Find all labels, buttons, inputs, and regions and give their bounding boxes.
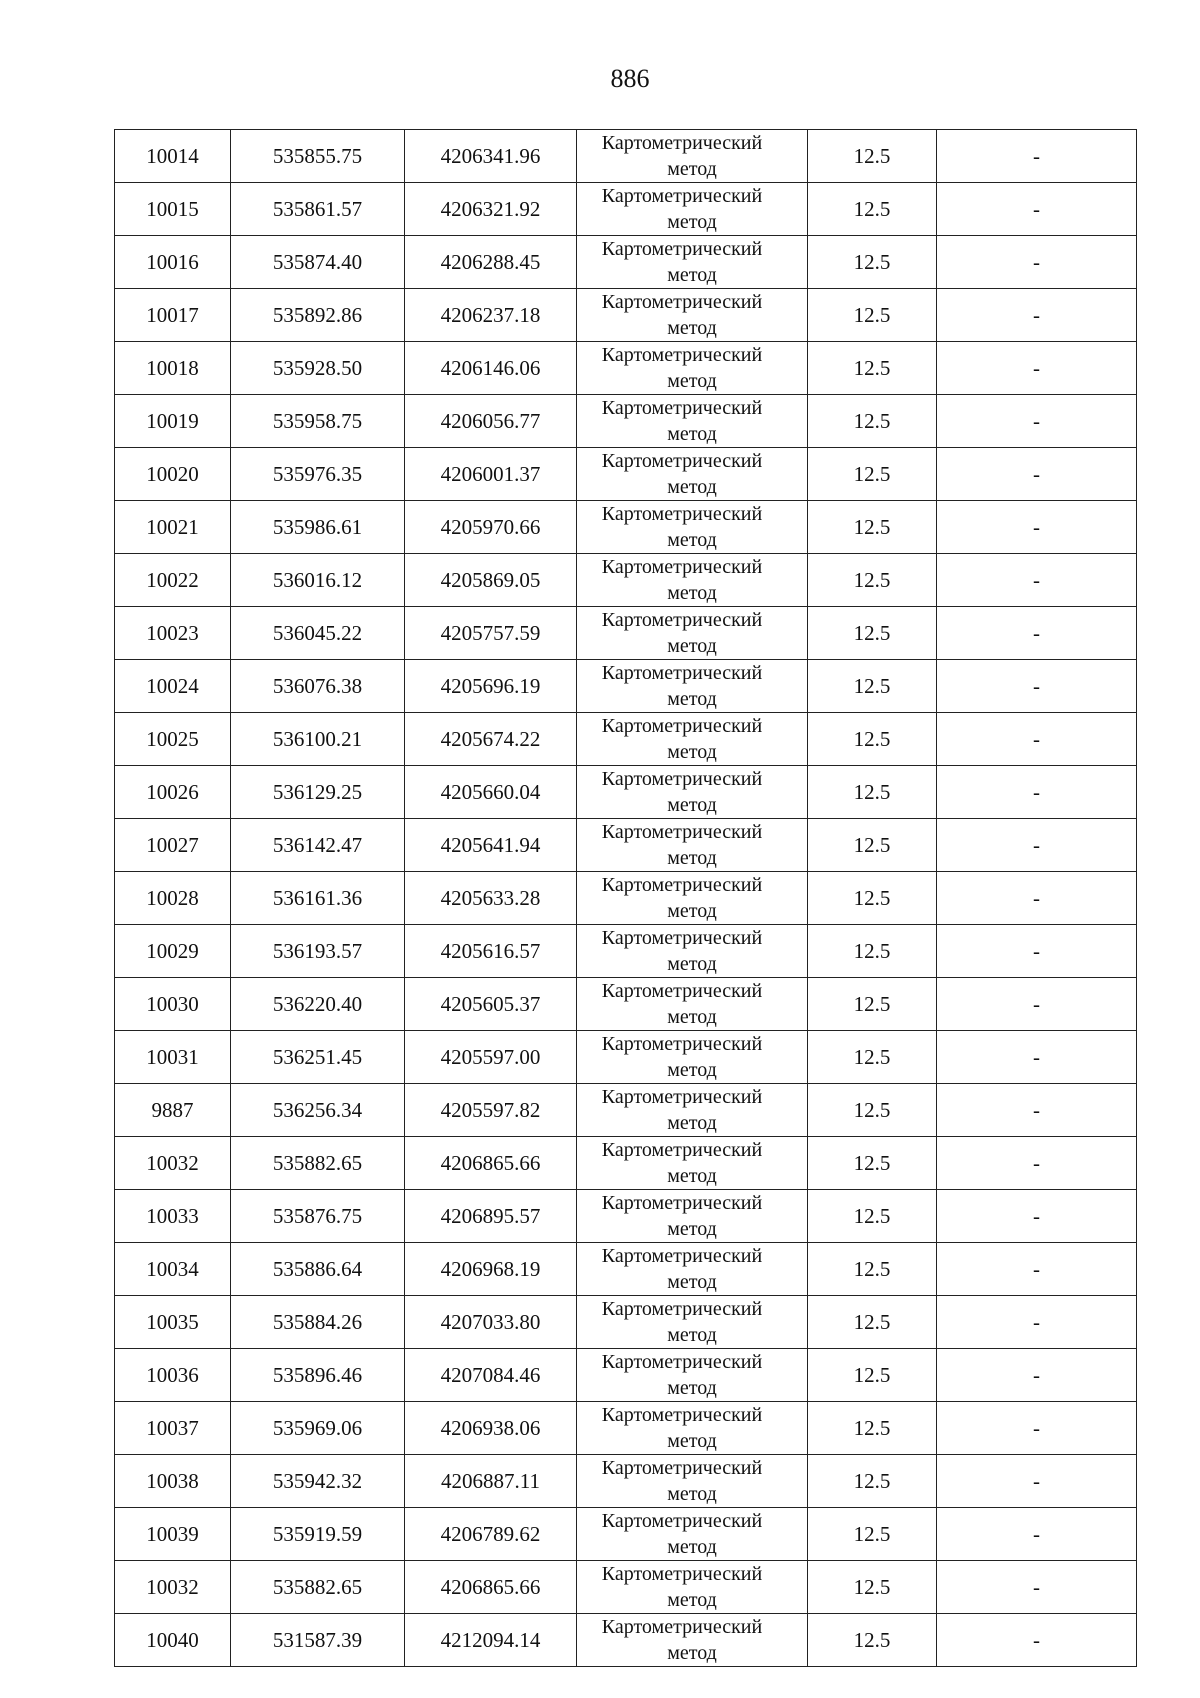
method-line-1: Картометрический (601, 1457, 763, 1479)
point-id-cell: 10027 (115, 819, 231, 872)
y-coordinate-cell: 4206968.19 (405, 1243, 577, 1296)
x-coordinate-cell: 535886.64 (231, 1243, 405, 1296)
method-cell (577, 448, 808, 501)
method-line-1: Картометрический (601, 1563, 763, 1585)
y-coordinate-cell: 4206865.66 (405, 1137, 577, 1190)
x-coordinate-cell: 531587.39 (231, 1614, 405, 1667)
point-id-cell: 10036 (115, 1349, 231, 1402)
table-row (115, 130, 1137, 183)
x-coordinate-cell: 536256.34 (231, 1084, 405, 1137)
y-coordinate-cell: 4205674.22 (405, 713, 577, 766)
point-id-cell: 10018 (115, 342, 231, 395)
accuracy-cell: 12.5 (808, 1561, 937, 1614)
x-coordinate-cell: 536161.36 (231, 872, 405, 925)
note-cell: - (937, 1508, 1137, 1561)
point-id-cell: 10040 (115, 1614, 231, 1667)
method-line-1: Картометрический (601, 1086, 763, 1108)
table-row (115, 1137, 1137, 1190)
method-line-1: Картометрический (601, 503, 763, 525)
table-body (115, 130, 1137, 1667)
table-row (115, 978, 1137, 1031)
accuracy-cell: 12.5 (808, 1349, 937, 1402)
x-coordinate-cell: 536016.12 (231, 554, 405, 607)
method-line-2: метод (667, 1059, 717, 1081)
note-cell: - (937, 1084, 1137, 1137)
method-line-1: Картометрический (601, 132, 763, 154)
method-cell (577, 1137, 808, 1190)
accuracy-cell: 12.5 (808, 1402, 937, 1455)
point-id-cell: 10031 (115, 1031, 231, 1084)
note-cell: - (937, 660, 1137, 713)
point-id-cell: 10026 (115, 766, 231, 819)
method-cell (577, 1349, 808, 1402)
x-coordinate-cell: 535969.06 (231, 1402, 405, 1455)
method-line-1: Картометрический (601, 238, 763, 260)
table-row (115, 1349, 1137, 1402)
point-id-cell: 10024 (115, 660, 231, 713)
point-id-cell: 10032 (115, 1561, 231, 1614)
method-cell (577, 1508, 808, 1561)
method-line-2: метод (667, 529, 717, 551)
method-line-1: Картометрический (601, 980, 763, 1002)
method-line-2: метод (667, 900, 717, 922)
method-line-1: Картометрический (601, 397, 763, 419)
table-row (115, 819, 1137, 872)
y-coordinate-cell: 4206001.37 (405, 448, 577, 501)
method-line-1: Картометрический (601, 450, 763, 472)
x-coordinate-cell: 535892.86 (231, 289, 405, 342)
x-coordinate-cell: 535976.35 (231, 448, 405, 501)
method-line-2: метод (667, 1271, 717, 1293)
accuracy-cell: 12.5 (808, 925, 937, 978)
table-row (115, 1508, 1137, 1561)
method-line-2: метод (667, 1377, 717, 1399)
x-coordinate-cell: 536142.47 (231, 819, 405, 872)
method-line-2: метод (667, 794, 717, 816)
accuracy-cell: 12.5 (808, 1084, 937, 1137)
table-row (115, 501, 1137, 554)
y-coordinate-cell: 4206789.62 (405, 1508, 577, 1561)
method-line-2: метод (667, 158, 717, 180)
accuracy-cell: 12.5 (808, 1190, 937, 1243)
accuracy-cell: 12.5 (808, 130, 937, 183)
table-row (115, 1190, 1137, 1243)
point-id-cell: 10030 (115, 978, 231, 1031)
x-coordinate-cell: 536076.38 (231, 660, 405, 713)
note-cell: - (937, 978, 1137, 1031)
method-line-2: метод (667, 635, 717, 657)
method-line-1: Картометрический (601, 1033, 763, 1055)
y-coordinate-cell: 4206321.92 (405, 183, 577, 236)
point-id-cell: 10038 (115, 1455, 231, 1508)
accuracy-cell: 12.5 (808, 872, 937, 925)
note-cell: - (937, 819, 1137, 872)
note-cell: - (937, 872, 1137, 925)
method-line-1: Картометрический (601, 344, 763, 366)
note-cell: - (937, 713, 1137, 766)
table-row (115, 236, 1137, 289)
method-line-1: Картометрический (601, 556, 763, 578)
note-cell: - (937, 554, 1137, 607)
method-line-1: Картометрический (601, 927, 763, 949)
y-coordinate-cell: 4206938.06 (405, 1402, 577, 1455)
table-row (115, 395, 1137, 448)
accuracy-cell: 12.5 (808, 183, 937, 236)
point-id-cell: 10037 (115, 1402, 231, 1455)
method-line-1: Картометрический (601, 291, 763, 313)
method-cell (577, 236, 808, 289)
table-row (115, 766, 1137, 819)
table-row (115, 289, 1137, 342)
note-cell: - (937, 766, 1137, 819)
table-row (115, 448, 1137, 501)
accuracy-cell: 12.5 (808, 766, 937, 819)
table-row (115, 1296, 1137, 1349)
x-coordinate-cell: 535928.50 (231, 342, 405, 395)
note-cell: - (937, 1296, 1137, 1349)
note-cell: - (937, 448, 1137, 501)
point-id-cell: 10021 (115, 501, 231, 554)
accuracy-cell: 12.5 (808, 1296, 937, 1349)
y-coordinate-cell: 4205757.59 (405, 607, 577, 660)
accuracy-cell: 12.5 (808, 1614, 937, 1667)
x-coordinate-cell: 535986.61 (231, 501, 405, 554)
y-coordinate-cell: 4206895.57 (405, 1190, 577, 1243)
note-cell: - (937, 1402, 1137, 1455)
x-coordinate-cell: 536220.40 (231, 978, 405, 1031)
method-line-2: метод (667, 953, 717, 975)
x-coordinate-cell: 535882.65 (231, 1137, 405, 1190)
method-line-1: Картометрический (601, 1404, 763, 1426)
method-cell (577, 660, 808, 713)
accuracy-cell: 12.5 (808, 713, 937, 766)
method-cell (577, 1455, 808, 1508)
y-coordinate-cell: 4206887.11 (405, 1455, 577, 1508)
table-row (115, 925, 1137, 978)
x-coordinate-cell: 536129.25 (231, 766, 405, 819)
method-line-1: Картометрический (601, 1351, 763, 1373)
accuracy-cell: 12.5 (808, 554, 937, 607)
note-cell: - (937, 130, 1137, 183)
y-coordinate-cell: 4212094.14 (405, 1614, 577, 1667)
method-line-1: Картометрический (601, 821, 763, 843)
method-cell (577, 1402, 808, 1455)
x-coordinate-cell: 536251.45 (231, 1031, 405, 1084)
table-row (115, 1614, 1137, 1667)
method-line-2: метод (667, 370, 717, 392)
table-row (115, 342, 1137, 395)
y-coordinate-cell: 4205597.00 (405, 1031, 577, 1084)
note-cell: - (937, 925, 1137, 978)
method-line-2: метод (667, 1112, 717, 1134)
method-line-1: Картометрический (601, 715, 763, 737)
point-id-cell: 10039 (115, 1508, 231, 1561)
x-coordinate-cell: 535919.59 (231, 1508, 405, 1561)
method-cell (577, 130, 808, 183)
x-coordinate-cell: 536045.22 (231, 607, 405, 660)
y-coordinate-cell: 4207033.80 (405, 1296, 577, 1349)
page-number: 886 (610, 64, 650, 93)
point-id-cell: 10022 (115, 554, 231, 607)
point-id-cell: 10017 (115, 289, 231, 342)
y-coordinate-cell: 4206056.77 (405, 395, 577, 448)
table-row (115, 713, 1137, 766)
method-cell (577, 501, 808, 554)
note-cell: - (937, 1614, 1137, 1667)
note-cell: - (937, 607, 1137, 660)
x-coordinate-cell: 535855.75 (231, 130, 405, 183)
accuracy-cell: 12.5 (808, 236, 937, 289)
note-cell: - (937, 236, 1137, 289)
note-cell: - (937, 1243, 1137, 1296)
method-line-2: метод (667, 1642, 717, 1664)
method-line-1: Картометрический (601, 1139, 763, 1161)
y-coordinate-cell: 4205970.66 (405, 501, 577, 554)
point-id-cell: 10023 (115, 607, 231, 660)
point-id-cell: 10029 (115, 925, 231, 978)
method-cell (577, 554, 808, 607)
y-coordinate-cell: 4205869.05 (405, 554, 577, 607)
point-id-cell: 10014 (115, 130, 231, 183)
method-line-2: метод (667, 582, 717, 604)
point-id-cell: 10032 (115, 1137, 231, 1190)
method-cell (577, 1031, 808, 1084)
note-cell: - (937, 1561, 1137, 1614)
point-id-cell: 10019 (115, 395, 231, 448)
table-row (115, 1455, 1137, 1508)
table-row (115, 1561, 1137, 1614)
x-coordinate-cell: 536193.57 (231, 925, 405, 978)
table-row (115, 1084, 1137, 1137)
note-cell: - (937, 183, 1137, 236)
method-line-2: метод (667, 211, 717, 233)
method-cell (577, 1084, 808, 1137)
method-line-2: метод (667, 1165, 717, 1187)
y-coordinate-cell: 4206341.96 (405, 130, 577, 183)
accuracy-cell: 12.5 (808, 607, 937, 660)
table-row (115, 183, 1137, 236)
method-line-1: Картометрический (601, 874, 763, 896)
accuracy-cell: 12.5 (808, 819, 937, 872)
table-row (115, 1402, 1137, 1455)
point-id-cell: 10035 (115, 1296, 231, 1349)
method-line-2: метод (667, 741, 717, 763)
x-coordinate-cell: 535882.65 (231, 1561, 405, 1614)
note-cell: - (937, 1137, 1137, 1190)
table-row (115, 554, 1137, 607)
accuracy-cell: 12.5 (808, 1508, 937, 1561)
table-row (115, 607, 1137, 660)
note-cell: - (937, 1349, 1137, 1402)
accuracy-cell: 12.5 (808, 342, 937, 395)
x-coordinate-cell: 535874.40 (231, 236, 405, 289)
x-coordinate-cell: 535958.75 (231, 395, 405, 448)
method-line-1: Картометрический (601, 662, 763, 684)
method-line-2: метод (667, 1536, 717, 1558)
method-cell (577, 925, 808, 978)
note-cell: - (937, 501, 1137, 554)
accuracy-cell: 12.5 (808, 1455, 937, 1508)
y-coordinate-cell: 4205605.37 (405, 978, 577, 1031)
method-cell (577, 342, 808, 395)
point-id-cell: 10016 (115, 236, 231, 289)
point-id-cell: 9887 (115, 1084, 231, 1137)
method-line-2: метод (667, 1006, 717, 1028)
method-line-2: метод (667, 1589, 717, 1611)
method-line-2: метод (667, 1430, 717, 1452)
method-line-2: метод (667, 847, 717, 869)
point-id-cell: 10015 (115, 183, 231, 236)
note-cell: - (937, 342, 1137, 395)
accuracy-cell: 12.5 (808, 1243, 937, 1296)
note-cell: - (937, 395, 1137, 448)
method-line-2: метод (667, 317, 717, 339)
method-line-1: Картометрический (601, 1298, 763, 1320)
method-cell (577, 819, 808, 872)
accuracy-cell: 12.5 (808, 660, 937, 713)
y-coordinate-cell: 4207084.46 (405, 1349, 577, 1402)
point-id-cell: 10033 (115, 1190, 231, 1243)
point-id-cell: 10034 (115, 1243, 231, 1296)
method-line-1: Картометрический (601, 1510, 763, 1532)
method-line-2: метод (667, 688, 717, 710)
method-line-1: Картометрический (601, 768, 763, 790)
y-coordinate-cell: 4206237.18 (405, 289, 577, 342)
y-coordinate-cell: 4205616.57 (405, 925, 577, 978)
y-coordinate-cell: 4205641.94 (405, 819, 577, 872)
y-coordinate-cell: 4206146.06 (405, 342, 577, 395)
accuracy-cell: 12.5 (808, 1031, 937, 1084)
y-coordinate-cell: 4205660.04 (405, 766, 577, 819)
method-line-1: Картометрический (601, 185, 763, 207)
method-cell (577, 1296, 808, 1349)
table-row (115, 1243, 1137, 1296)
accuracy-cell: 12.5 (808, 448, 937, 501)
x-coordinate-cell: 535896.46 (231, 1349, 405, 1402)
x-coordinate-cell: 535876.75 (231, 1190, 405, 1243)
method-cell (577, 183, 808, 236)
method-cell (577, 1561, 808, 1614)
y-coordinate-cell: 4205696.19 (405, 660, 577, 713)
accuracy-cell: 12.5 (808, 1137, 937, 1190)
method-line-2: метод (667, 1218, 717, 1240)
method-line-1: Картометрический (601, 1616, 763, 1638)
method-cell (577, 766, 808, 819)
accuracy-cell: 12.5 (808, 289, 937, 342)
method-cell (577, 1614, 808, 1667)
x-coordinate-cell: 535942.32 (231, 1455, 405, 1508)
method-cell (577, 978, 808, 1031)
x-coordinate-cell: 535861.57 (231, 183, 405, 236)
note-cell: - (937, 1190, 1137, 1243)
method-line-2: метод (667, 264, 717, 286)
accuracy-cell: 12.5 (808, 501, 937, 554)
x-coordinate-cell: 535884.26 (231, 1296, 405, 1349)
method-cell (577, 1243, 808, 1296)
y-coordinate-cell: 4205633.28 (405, 872, 577, 925)
method-line-2: метод (667, 423, 717, 445)
coordinates-table (114, 129, 1137, 1667)
table-row (115, 660, 1137, 713)
method-cell (577, 607, 808, 660)
point-id-cell: 10020 (115, 448, 231, 501)
table-row (115, 1031, 1137, 1084)
method-cell (577, 289, 808, 342)
method-line-2: метод (667, 1483, 717, 1505)
method-cell (577, 1190, 808, 1243)
x-coordinate-cell: 536100.21 (231, 713, 405, 766)
table-row (115, 872, 1137, 925)
method-line-2: метод (667, 476, 717, 498)
point-id-cell: 10025 (115, 713, 231, 766)
method-line-1: Картометрический (601, 1245, 763, 1267)
note-cell: - (937, 1031, 1137, 1084)
point-id-cell: 10028 (115, 872, 231, 925)
method-line-1: Картометрический (601, 609, 763, 631)
method-line-1: Картометрический (601, 1192, 763, 1214)
method-cell (577, 713, 808, 766)
accuracy-cell: 12.5 (808, 395, 937, 448)
note-cell: - (937, 1455, 1137, 1508)
note-cell: - (937, 289, 1137, 342)
y-coordinate-cell: 4206288.45 (405, 236, 577, 289)
y-coordinate-cell: 4206865.66 (405, 1561, 577, 1614)
accuracy-cell: 12.5 (808, 978, 937, 1031)
y-coordinate-cell: 4205597.82 (405, 1084, 577, 1137)
method-line-2: метод (667, 1324, 717, 1346)
method-cell (577, 872, 808, 925)
method-cell (577, 395, 808, 448)
